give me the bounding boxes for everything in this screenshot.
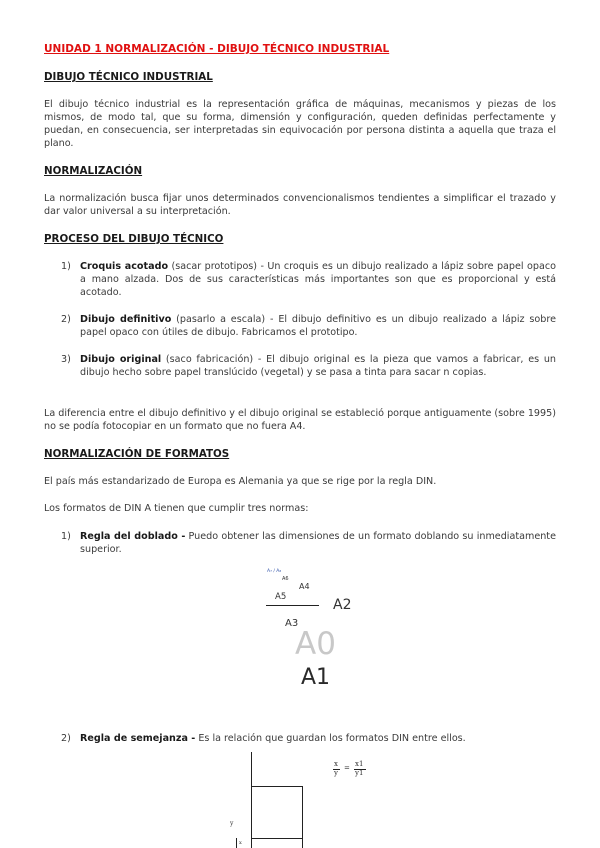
label-a6: A6 bbox=[282, 576, 289, 582]
term-regla-semejanza: Regla de semejanza - bbox=[80, 733, 196, 744]
label-a3: A3 bbox=[285, 618, 299, 629]
list-item-croquis bbox=[61, 260, 556, 299]
figure-left-edge bbox=[251, 752, 252, 848]
heading-proceso: PROCESO DEL DIBUJO TÉCNICO bbox=[44, 233, 224, 245]
label-x-small: x bbox=[239, 840, 242, 846]
label-a4: A4 bbox=[299, 582, 310, 591]
term-croquis: Croquis acotado bbox=[80, 261, 169, 272]
eq-y1: y1 bbox=[355, 769, 364, 777]
paragraph-alemania: El país más estandarizado de Europa es Alemania ya que se rige por la regla DIN. bbox=[44, 476, 437, 487]
heading-formatos: NORMALIZACIÓN DE FORMATOS bbox=[44, 448, 230, 460]
text-regla-doblado: Puedo obtener las dimensiones de un formato doblando su inmediatamente superior. bbox=[80, 531, 556, 555]
label-y: y bbox=[230, 820, 234, 827]
text-definitivo: (pasarlo a escala) - El dibujo definitivo es un dibujo realizado a lápiz sobre papel opaco con útiles de dibujo. Fabricamos el prototipo. bbox=[80, 314, 556, 338]
eq-x1: x1 bbox=[355, 760, 364, 768]
figure-divider-top bbox=[251, 786, 303, 787]
paragraph-dibujo-tecnico: El dibujo técnico industrial es la representación gráfica de máquinas, mecanismos y piezas de los mismos, de modo tal, que su forma, dimensión y configuración, queden definidas perfectamente y puedan, en consecuencia, ser interpretadas sin equivocación por persona distinta a aquella que traza el plano. bbox=[44, 99, 556, 149]
list-item-regla-doblado bbox=[61, 530, 556, 556]
label-a2: A2 bbox=[333, 597, 352, 613]
paragraph-tres-normas: Los formatos de DIN A tienen que cumplir tres normas: bbox=[44, 503, 309, 514]
list-number: 1) bbox=[61, 261, 71, 272]
list-number: 2) bbox=[61, 314, 71, 325]
list-number: 1) bbox=[61, 531, 71, 542]
list-number: 3) bbox=[61, 354, 71, 365]
heading-normalizacion: NORMALIZACIÓN bbox=[44, 165, 143, 177]
label-a5: A5 bbox=[275, 592, 287, 602]
heading-dibujo-tecnico: DIBUJO TÉCNICO INDUSTRIAL bbox=[44, 71, 213, 83]
figure-divider-bottom bbox=[251, 838, 303, 839]
term-definitivo: Dibujo definitivo bbox=[80, 314, 172, 325]
eq-y: y bbox=[334, 769, 338, 777]
document-title: UNIDAD 1 NORMALIZACIÓN - DIBUJO TÉCNICO INDUSTRIAL bbox=[44, 43, 390, 55]
label-tiny-formats: A₇ / A₈ bbox=[267, 569, 282, 574]
list-item-definitivo bbox=[61, 313, 556, 339]
text-regla-semejanza: Es la relación que guardan los formatos DIN entre ellos. bbox=[195, 733, 466, 744]
list-item-regla-semejanza bbox=[61, 732, 556, 745]
eq-x: x bbox=[334, 760, 338, 768]
eq-equals: = bbox=[344, 764, 350, 772]
term-regla-doblado: Regla del doblado - bbox=[80, 531, 186, 542]
label-a0: A0 bbox=[295, 626, 336, 662]
paragraph-diferencia: La diferencia entre el dibujo definitivo y el dibujo original se estableció porque antiguamente (sobre 1995) no se podía fotocopiar en un formato que no fuera A4. bbox=[44, 408, 556, 432]
list-number: 2) bbox=[61, 733, 71, 744]
paragraph-normalizacion: La normalización busca fijar unos determinados convencionalismos tendientes a simplificar el trazado y dar valor universal a su interpretación. bbox=[44, 193, 556, 217]
figure-small-edge bbox=[236, 838, 237, 848]
label-a1: A1 bbox=[301, 665, 331, 690]
fold-line bbox=[266, 605, 319, 606]
text-croquis: (sacar prototipos) - Un croquis es un dibujo realizado a lápiz sobre papel opaco a mano alzada. Dos de sus características más importantes son que es proporcional y está acotado. bbox=[80, 261, 556, 298]
list-item-original bbox=[61, 353, 556, 379]
term-original: Dibujo original bbox=[80, 354, 162, 365]
text-original: (saco fabricación) - El dibujo original es la pieza que vamos a fabricar, es un dibujo hecho sobre papel translúcido (vegetal) y se pasa a tinta para sacar n copias. bbox=[80, 354, 556, 378]
